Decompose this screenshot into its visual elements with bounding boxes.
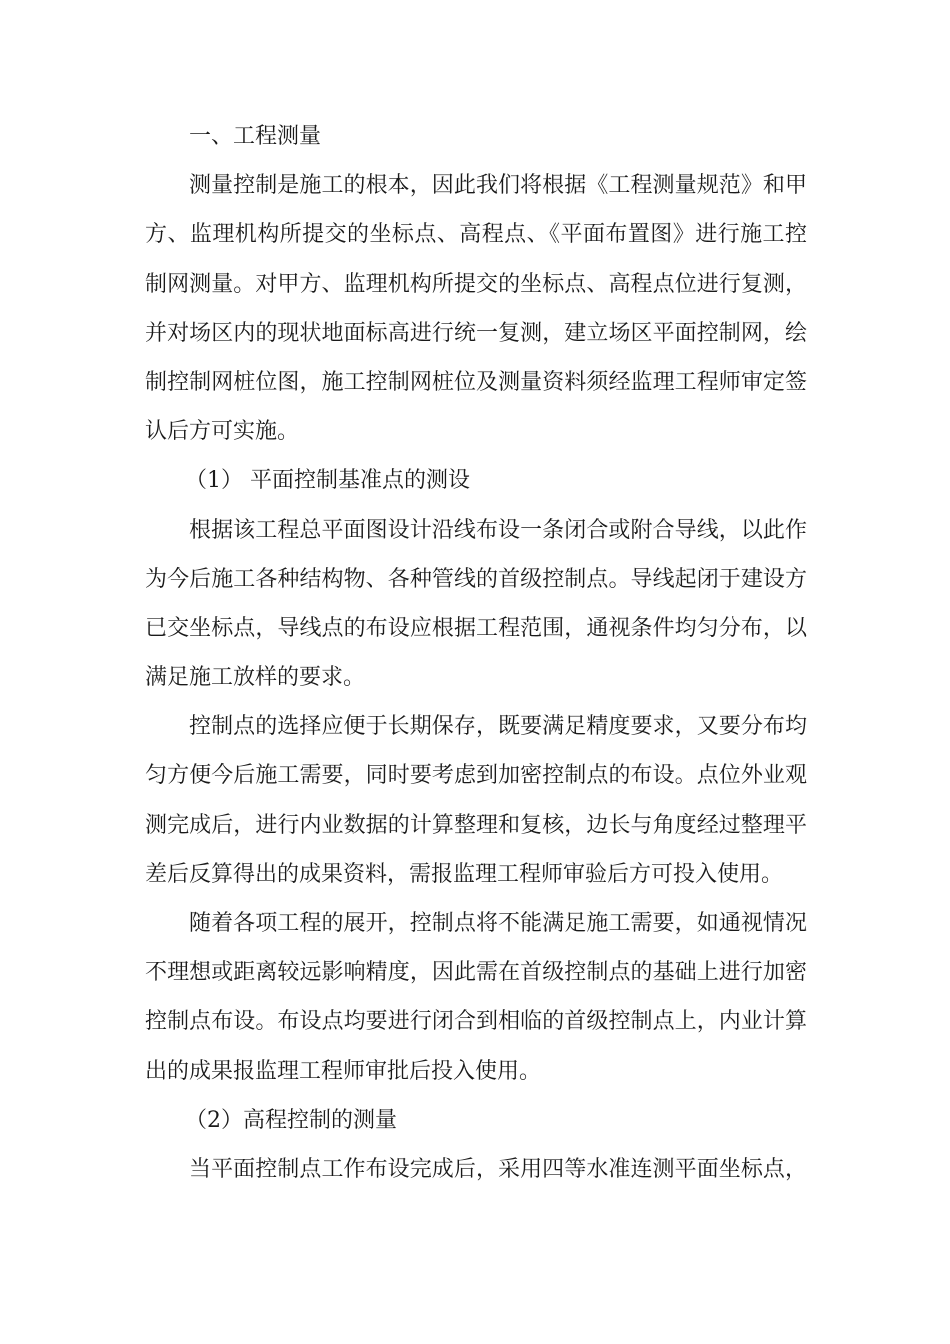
paragraph-line: 制控制网桩位图，施工控制网桩位及测量资料须经监理工程师审定签 xyxy=(145,369,807,395)
paragraph-line: 不理想或距离较远影响精度，因此需在首级控制点的基础上进行加密 xyxy=(145,960,807,986)
subheading-elevation-control: （2）高程控制的测量 xyxy=(185,1107,397,1133)
paragraph-line: 根据该工程总平面图设计沿线布设一条闭合或附合导线，以此作 xyxy=(189,517,807,543)
subheading-plane-control: （1） 平面控制基准点的测设 xyxy=(185,468,470,494)
paragraph-line: 为今后施工各种结构物、各种管线的首级控制点。导线起闭于建设方 xyxy=(145,566,807,592)
paragraph-leveling xyxy=(145,1145,807,1194)
paragraph-line: 差后反算得出的成果资料，需报监理工程师审验后方可投入使用。 xyxy=(145,861,784,887)
paragraph-line: 测完成后，进行内业数据的计算整理和复核，边长与角度经过整理平 xyxy=(145,812,807,838)
document-body xyxy=(145,112,807,1194)
paragraph-densification xyxy=(145,899,807,1096)
paragraph-control-point-selection xyxy=(145,702,807,899)
paragraph-line: 匀方便今后施工需要，同时要考虑到加密控制点的布设。点位外业观 xyxy=(145,763,807,789)
paragraph-traverse xyxy=(145,506,807,703)
paragraph-line: 已交坐标点，导线点的布设应根据工程范围，通视条件均匀分布，以 xyxy=(145,615,807,641)
paragraph-line: 测量控制是施工的根本，因此我们将根据《工程测量规范》和甲 xyxy=(189,173,807,199)
paragraph-line: 认后方可实施。 xyxy=(145,419,300,445)
paragraph-line: 控制点布设。布设点均要进行闭合到相临的首级控制点上，内业计算 xyxy=(145,1009,807,1035)
paragraph-line: 并对场区内的现状地面标高进行统一复测，建立场区平面控制网，绘 xyxy=(145,320,807,346)
paragraph-line: 出的成果报监理工程师审批后投入使用。 xyxy=(145,1058,542,1084)
paragraph-line: 控制点的选择应便于长期保存，既要满足精度要求，又要分布均 xyxy=(189,714,807,740)
paragraph-line: 制网测量。对甲方、监理机构所提交的坐标点、高程点位进行复测， xyxy=(145,271,807,297)
paragraph-line: 满足施工放样的要求。 xyxy=(145,665,366,691)
paragraph-intro xyxy=(145,161,807,456)
paragraph-line: 当平面控制点工作布设完成后，采用四等水准连测平面坐标点， xyxy=(189,1156,807,1182)
section-heading: 一、工程测量 xyxy=(189,124,322,149)
paragraph-line: 方、监理机构所提交的坐标点、高程点、《平面布置图》进行施工控 xyxy=(145,222,807,248)
paragraph-line: 随着各项工程的展开，控制点将不能满足施工需要，如通视情况 xyxy=(189,911,807,936)
